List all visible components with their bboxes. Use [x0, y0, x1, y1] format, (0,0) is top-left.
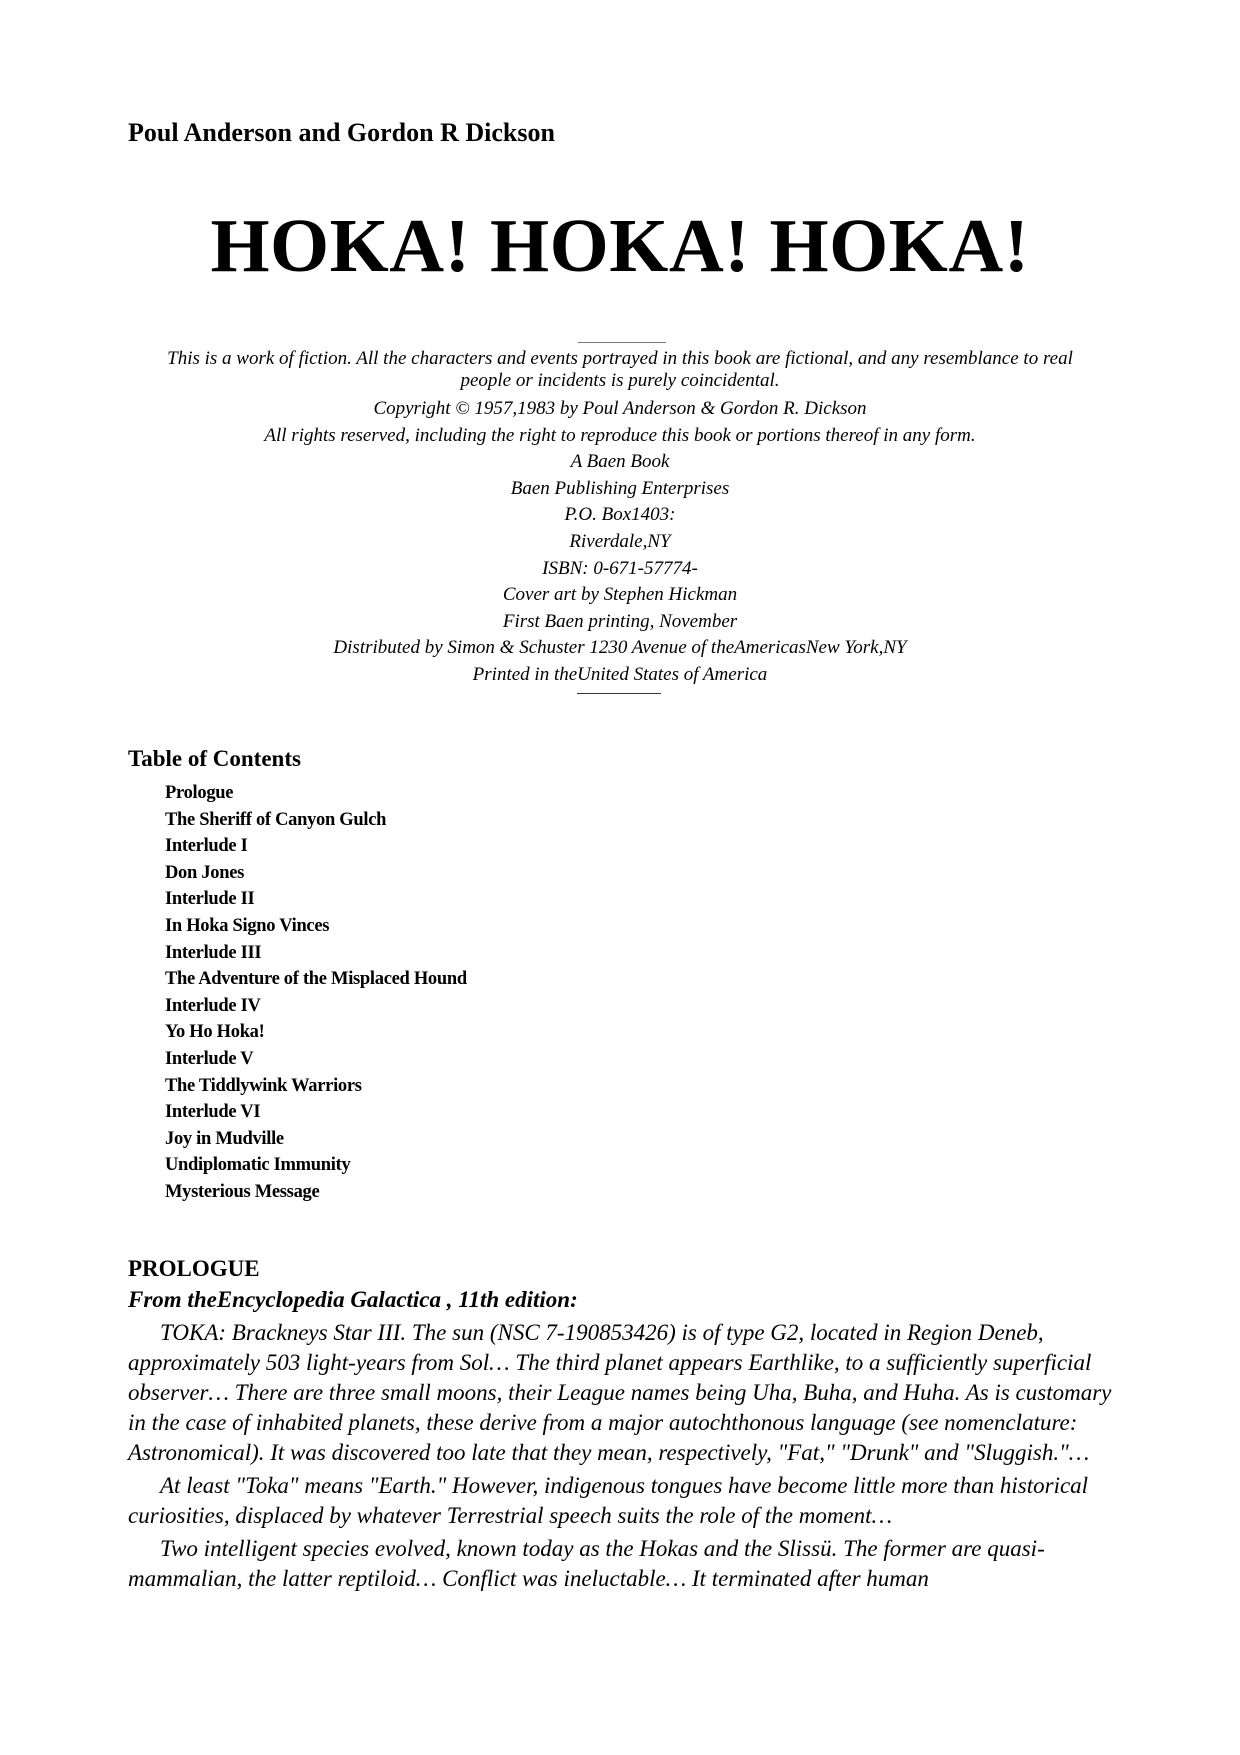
toc-item-sheriff-of-canyon-gulch[interactable]: The Sheriff of Canyon Gulch: [165, 809, 387, 830]
book-title: HOKA! HOKA! HOKA!: [210, 204, 1030, 288]
toc-item-interlude-2[interactable]: Interlude II: [165, 889, 255, 910]
toc-list: [165, 780, 467, 1206]
toc-item-interlude-5[interactable]: Interlude V: [165, 1048, 254, 1069]
toc-item-yo-ho-hoka[interactable]: Yo Ho Hoka!: [165, 1022, 265, 1043]
encyclopedia-source-line: From theEncyclopedia Galactica , 11th edition:: [128, 1287, 578, 1312]
toc-item-interlude-6[interactable]: Interlude VI: [165, 1102, 261, 1123]
paragraph: Two intelligent species evolved, known today as the Hokas and the Slissü. The former are quasi-mammalian, the latter reptiloid… Conflict was ineluctable… It terminated after human: [128, 1536, 1045, 1591]
toc-item-mysterious-message[interactable]: Mysterious Message: [165, 1181, 320, 1202]
cover-art-line: Cover art by Stephen Hickman: [502, 584, 738, 606]
divider-bottom: [577, 693, 661, 694]
city-line: Riverdale,NY: [569, 530, 671, 552]
publisher-line: Baen Publishing Enterprises: [510, 477, 730, 499]
toc-item-misplaced-hound[interactable]: The Adventure of the Misplaced Hound: [165, 969, 467, 990]
toc-item-in-hoka-signo-vinces[interactable]: In Hoka Signo Vinces: [165, 915, 330, 936]
toc-item-undiplomatic-immunity[interactable]: Undiplomatic Immunity: [165, 1155, 351, 1176]
paragraph: At least "Toka" means "Earth." However, indigenous tongues have become little more than historical curiosities, displaced by whatever Terrestrial speech suits the role of the moment…: [128, 1473, 1089, 1528]
printed-in-line: Printed in theUnited States of America: [472, 663, 768, 685]
divider-top: [578, 342, 666, 343]
toc-item-tiddlywink-warriors[interactable]: The Tiddlywink Warriors: [165, 1075, 362, 1096]
disclaimer-line: This is a work of fiction. All the characters and events portrayed in this book are fictional, and any resemblance to real people or incidents is purely coincidental.: [167, 348, 1073, 391]
paragraph: TOKA: Brackneys Star III. The sun (NSC 7-190853426) is of type G2, located in Region Deneb, approximately 503 light-years from Sol… The third planet appears Earthlike, to a sufficiently superficial observer… There are three small moons, their League names being Uha, Buha, and Huha. As is customary in the case of inhabited planets, these derive from a major autochthonous language (see nomenclature: Astronomical). It was discovered too late that they mean, respectively, "Fat," "Drunk" and "Sluggish."…: [128, 1320, 1112, 1465]
po-box-line: P.O. Box1403:: [564, 504, 676, 526]
toc-item-interlude-4[interactable]: Interlude IV: [165, 995, 261, 1016]
toc-heading: Table of Contents: [128, 746, 301, 771]
distributor-line: Distributed by Simon & Schuster 1230 Avenue of theAmericasNew York,NY: [333, 637, 907, 659]
imprint-line: A Baen Book: [570, 451, 670, 473]
prologue-heading: PROLOGUE: [128, 1256, 260, 1281]
toc-item-interlude-1[interactable]: Interlude I: [165, 836, 248, 857]
copyright-line: Copyright © 1957,1983 by Poul Anderson & Gordon R. Dickson: [373, 398, 867, 419]
isbn-line: ISBN: 0-671-57774-: [542, 557, 698, 579]
prologue-body: [128, 1318, 1118, 1597]
printing-line: First Baen printing, November: [502, 610, 738, 632]
toc-item-prologue[interactable]: Prologue: [165, 783, 234, 803]
toc-item-interlude-3[interactable]: Interlude III: [165, 942, 262, 963]
author-line: Poul Anderson and Gordon R Dickson: [128, 118, 555, 147]
toc-item-joy-in-mudville[interactable]: Joy in Mudville: [165, 1128, 284, 1149]
copyright-block: [140, 348, 1100, 689]
rights-line: All rights reserved, including the right to reproduce this book or portions thereof in any form.: [264, 424, 976, 446]
toc-item-don-jones[interactable]: Don Jones: [165, 862, 245, 883]
